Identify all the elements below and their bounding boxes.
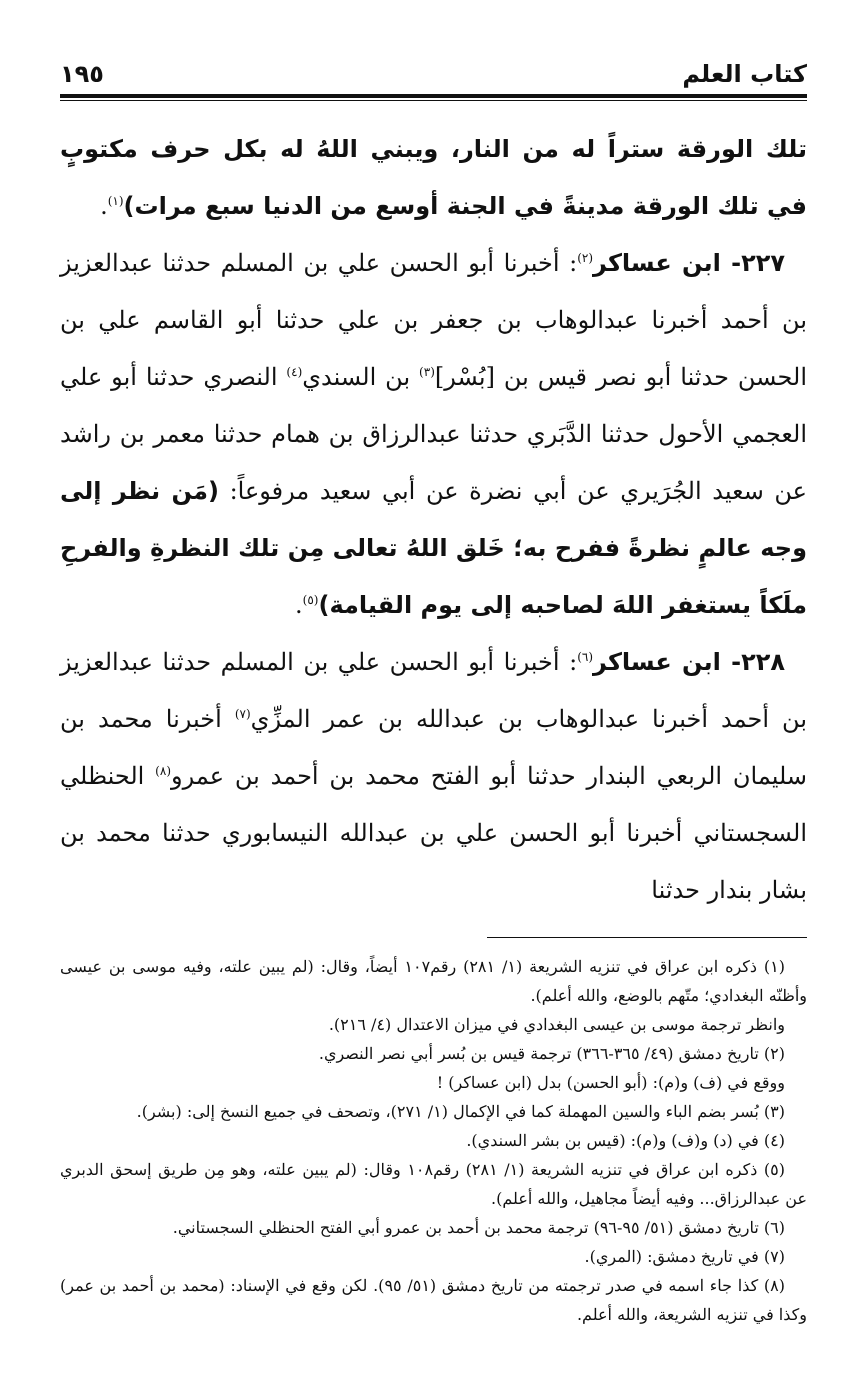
book-page [60,40,807,1350]
entry-228-text-1: : أخبرنا أبو الحسن علي بن المسلم حدثنا عبدالعزيز بن أحمد أخبرنا عبدالوهاب بن عبدالله بن عمر المزِّي [60,648,808,733]
entry-227-name: ابن عساكر [593,249,721,277]
running-header [60,40,807,88]
entry-227 [60,235,807,634]
footnote-7: (٧) في تاريخ دمشق: (المري). [584,1247,785,1266]
footnote-5: (٥) ذكره ابن عراق في تنزيه الشريعة (١/ ٢٨١) رقم١٠٨ وقال: (لم يبين علته، وهو مِن طريق إسحق الدبري عن عبدالرزاق... وفيه أيضاً مجاهيل، والله أعلم). [60,1160,807,1208]
entry-228-text-2: أخبرنا محمد بن سليمان الربعي البندار حدثنا أبو الفتح محمد بن أحمد بن عمرو [60,705,807,790]
entry-227-text-2: بن السندي [302,363,420,391]
header-rule-thick [60,94,807,98]
footnote-3: (٣) بُسر بضم الباء والسين المهملة كما في الإكمال (١/ ٢٧١)، وتصحف في جميع النسخ إلى: (بشر). [136,1102,785,1121]
footnote-ref-6: (٦) [577,650,594,664]
entry-228-name: ابن عساكر [593,648,721,676]
footnote-ref-1: (١) [107,194,124,208]
entry-228-dash: - [720,648,742,676]
footnote-6: (٦) تاريخ دمشق (٥١/ ٩٥-٩٦) ترجمة محمد بن أحمد بن عمرو أبي الفتح الحنظلي السجستاني. [172,1218,785,1237]
main-text [60,121,807,919]
footnote-ref-4: (٤) [286,365,303,379]
footnote-ref-5: (٥) [302,593,319,607]
entry-227-dash: - [720,249,742,277]
footnote-1-continued: وانظر ترجمة موسى بن عيسى البغدادي في ميزان الاعتدال (٤/ ٢١٦). [328,1015,785,1034]
footnote-ref-3: (٣) [419,365,435,379]
footnote-ref-2: (٢) [577,251,594,265]
footnote-separator [487,937,807,938]
entry-228 [60,634,807,919]
header-rule-thin [60,100,807,101]
continuation-text: تلك الورقة ستراً له من النار، ويبني اللهُ له بكل حرف مكتوبٍ في تلك الورقة مدينةً في الجنة أوسع من الدنيا سبع مرات) [60,135,807,220]
footnote-2: (٢) تاريخ دمشق (٤٩/ ٣٦٥-٣٦٦) ترجمة قيس بن بُسر أبي نصر النصري. [318,1044,785,1063]
page-number: ١٩٥ [60,60,104,88]
footnote-1: (١) ذكره ابن عراق في تنزيه الشريعة (١/ ٢٨١) رقم١٠٧ أيضاً، وقال: (لم يبين علته، وفيه موسى بن عيسى وأظنّه البغدادي؛ متّهم بالوضع، والله أعلم). [60,957,807,1005]
footnote-2-continued: ووقع في (ف) و(م): (أبو الحسن) بدل (ابن عساكر) ! [436,1073,785,1092]
footnote-8: (٨) كذا جاء اسمه في صدر ترجمته من تاريخ دمشق (٥١/ ٩٥). لكن وقع في الإسناد: (محمد بن أحمد بن عمر) وكذا في تنزيه الشريعة، والله أعلم. [60,1276,807,1324]
footnote-ref-7: (٧) [234,707,251,721]
entry-227-text-3: النصري حدثنا أبو علي العجمي الأحول حدثنا الدَّبَري حدثنا عبدالرزاق بن همام حدثنا معمر بن راشد عن سعيد الجُرَيري عن أبي نضرة عن أبي سعيد مرفوعاً: [60,363,808,505]
entry-227-number: ٢٢٧ [741,249,786,277]
chapter-title: كتاب العلم [682,60,807,88]
footnotes [60,952,807,1329]
entry-227-hadith: (مَن نظر إلى وجه عالمٍ نظرةً ففرح به؛ خَلق اللهُ تعالى مِن تلك النظرةِ والفرحِ ملَكاً يستغفر اللهَ لصاحبه إلى يوم القيامة) [60,477,807,619]
entry-228-text-3: الحنظلي السجستاني أخبرنا أبو الحسن علي بن عبدالله النيسابوري حدثنا محمد بن بشار بندار حدثنا [60,762,807,904]
entry-228-number: ٢٢٨ [741,648,786,676]
footnote-4: (٤) في (د) و(ف) و(م): (قيس بن بشر السندي). [466,1131,785,1150]
continuation-paragraph: تلك الورقة ستراً له من النار، ويبني اللهُ له بكل حرف مكتوبٍ في تلك الورقة مدينةً في الجنة أوسع من الدنيا سبع مرات)$^{(١)}$. [60,135,807,220]
entry-227-text-1: : أخبرنا أبو الحسن علي بن المسلم حدثنا عبدالعزيز بن أحمد أخبرنا عبدالوهاب بن جعفر بن علي حدثنا أبو القاسم علي بن الحسن حدثنا أبو نصر قيس بن [بُسْر] [60,249,807,391]
entry-227-end: . [295,591,303,619]
footnote-ref-8: (٨) [155,764,171,778]
